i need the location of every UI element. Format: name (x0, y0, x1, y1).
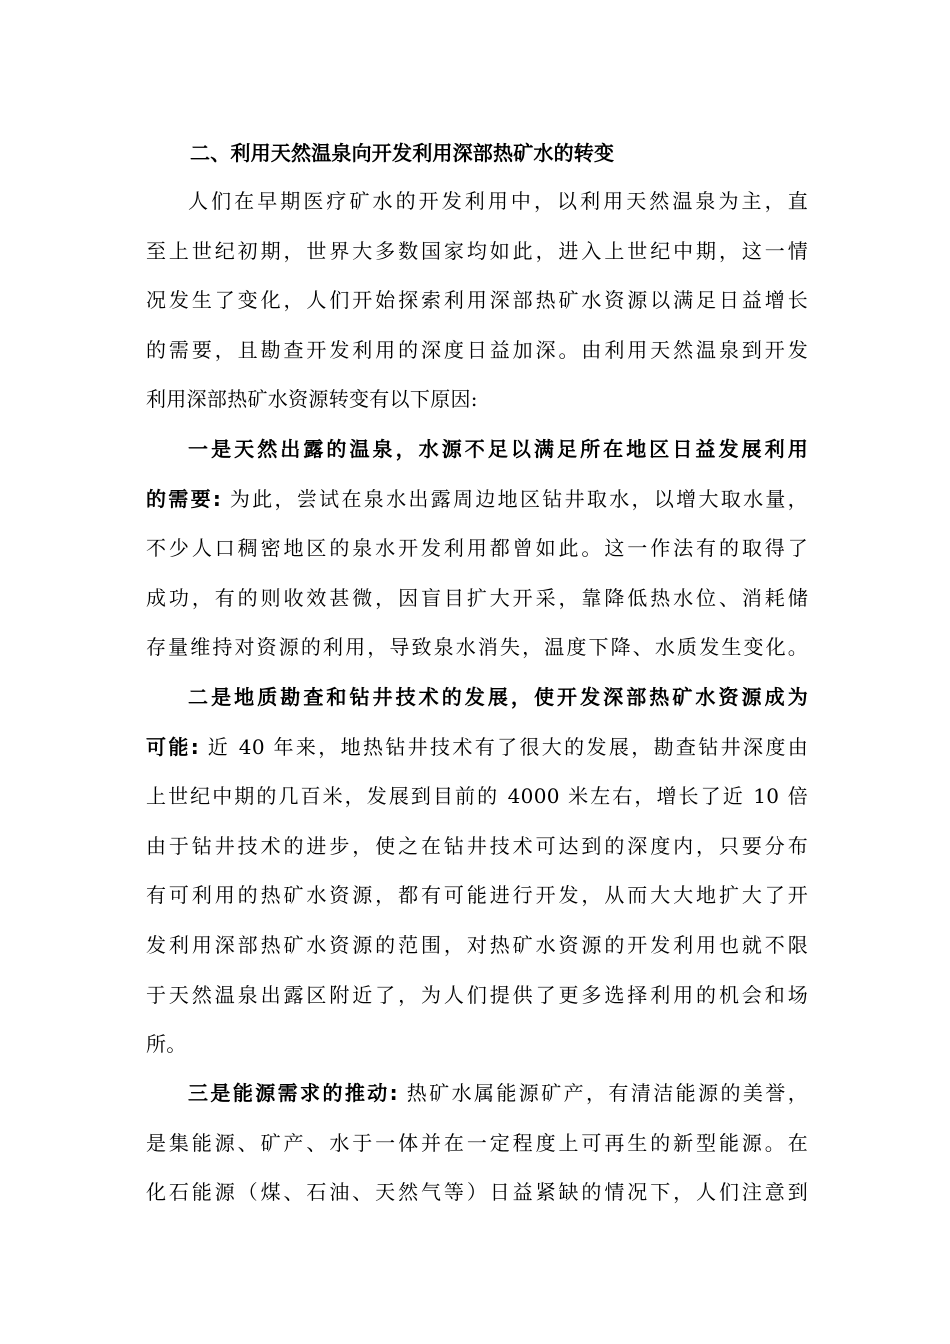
text-line (146, 723, 808, 773)
text-line: 存量维持对资源的利用，导致泉水消失，温度下降、水质发生变化。 (146, 635, 808, 660)
text-line: 发利用深部热矿水资源的范围，对热矿水资源的开发利用也就不限 (146, 932, 808, 957)
reason-two-heading-tail: 可能: (146, 734, 200, 759)
text-span: 为此，尝试在泉水出露周边地区钻井取水，以增大取水量， (221, 486, 808, 511)
text-line: 况发生了变化，人们开始探索利用深部热矿水资源以满足日益增长 (146, 288, 808, 313)
reason-one-heading: 一是天然出露的温泉，水源不足以满足所在地区日益发展利用 (188, 437, 808, 461)
text-line: 至上世纪初期，世界大多数国家均如此，进入上世纪中期，这一情 (146, 238, 808, 263)
text-span: 近 40 年来，地热钻井技术有了很大的发展，勘查钻井深度由 (199, 734, 808, 759)
text-line: 不少人口稠密地区的泉水开发利用都曾如此。这一作法有的取得了 (146, 536, 808, 561)
text-span: 热矿水属能源矿产，有清洁能源的美誉， (397, 1081, 808, 1105)
text-line: 有可利用的热矿水资源，都有可能进行开发，从而大大地扩大了开 (146, 883, 808, 908)
paragraph-reason-one (146, 425, 808, 673)
text-line (146, 1069, 808, 1119)
text-line: 所。 (146, 1032, 187, 1057)
text-line (146, 475, 808, 525)
text-line: 的需要，且勘查开发利用的深度日益加深。由利用天然温泉到开发 (146, 337, 808, 362)
reason-three-heading: 三是能源需求的推动: (188, 1081, 398, 1105)
paragraph-reason-three (146, 1069, 808, 1218)
text-line: 成功，有的则收效甚微，因盲目扩大开采，靠降低热水位、消耗储 (146, 585, 808, 610)
text-line: 利用深部热矿水资源转变有以下原因: (146, 387, 478, 412)
paragraph-intro (146, 177, 808, 425)
reason-two-heading: 二是地质勘查和钻井技术的发展，使开发深部热矿水资源成为 (188, 685, 808, 709)
reason-one-heading-tail: 的需要: (146, 486, 222, 511)
text-line: 上世纪中期的几百米，发展到目前的 4000 米左右，增长了近 10 倍 (146, 784, 808, 809)
text-line: 于天然温泉出露区附近了，为人们提供了更多选择利用的机会和场 (146, 982, 808, 1007)
section-heading: 二、利用天然温泉向开发利用深部热矿水的转变 (190, 141, 615, 165)
paragraph-reason-two (146, 673, 808, 1070)
text-line: 化石能源（煤、石油、天然气等）日益紧缺的情况下，人们注意到 (146, 1180, 808, 1205)
text-line: 人们在早期医疗矿水的开发利用中，以利用天然温泉为主，直 (188, 189, 808, 213)
text-line: 是集能源、矿产、水于一体并在一定程度上可再生的新型能源。在 (146, 1130, 808, 1155)
text-line: 由于钻井技术的进步，使之在钻井技术可达到的深度内，只要分布 (146, 833, 808, 858)
